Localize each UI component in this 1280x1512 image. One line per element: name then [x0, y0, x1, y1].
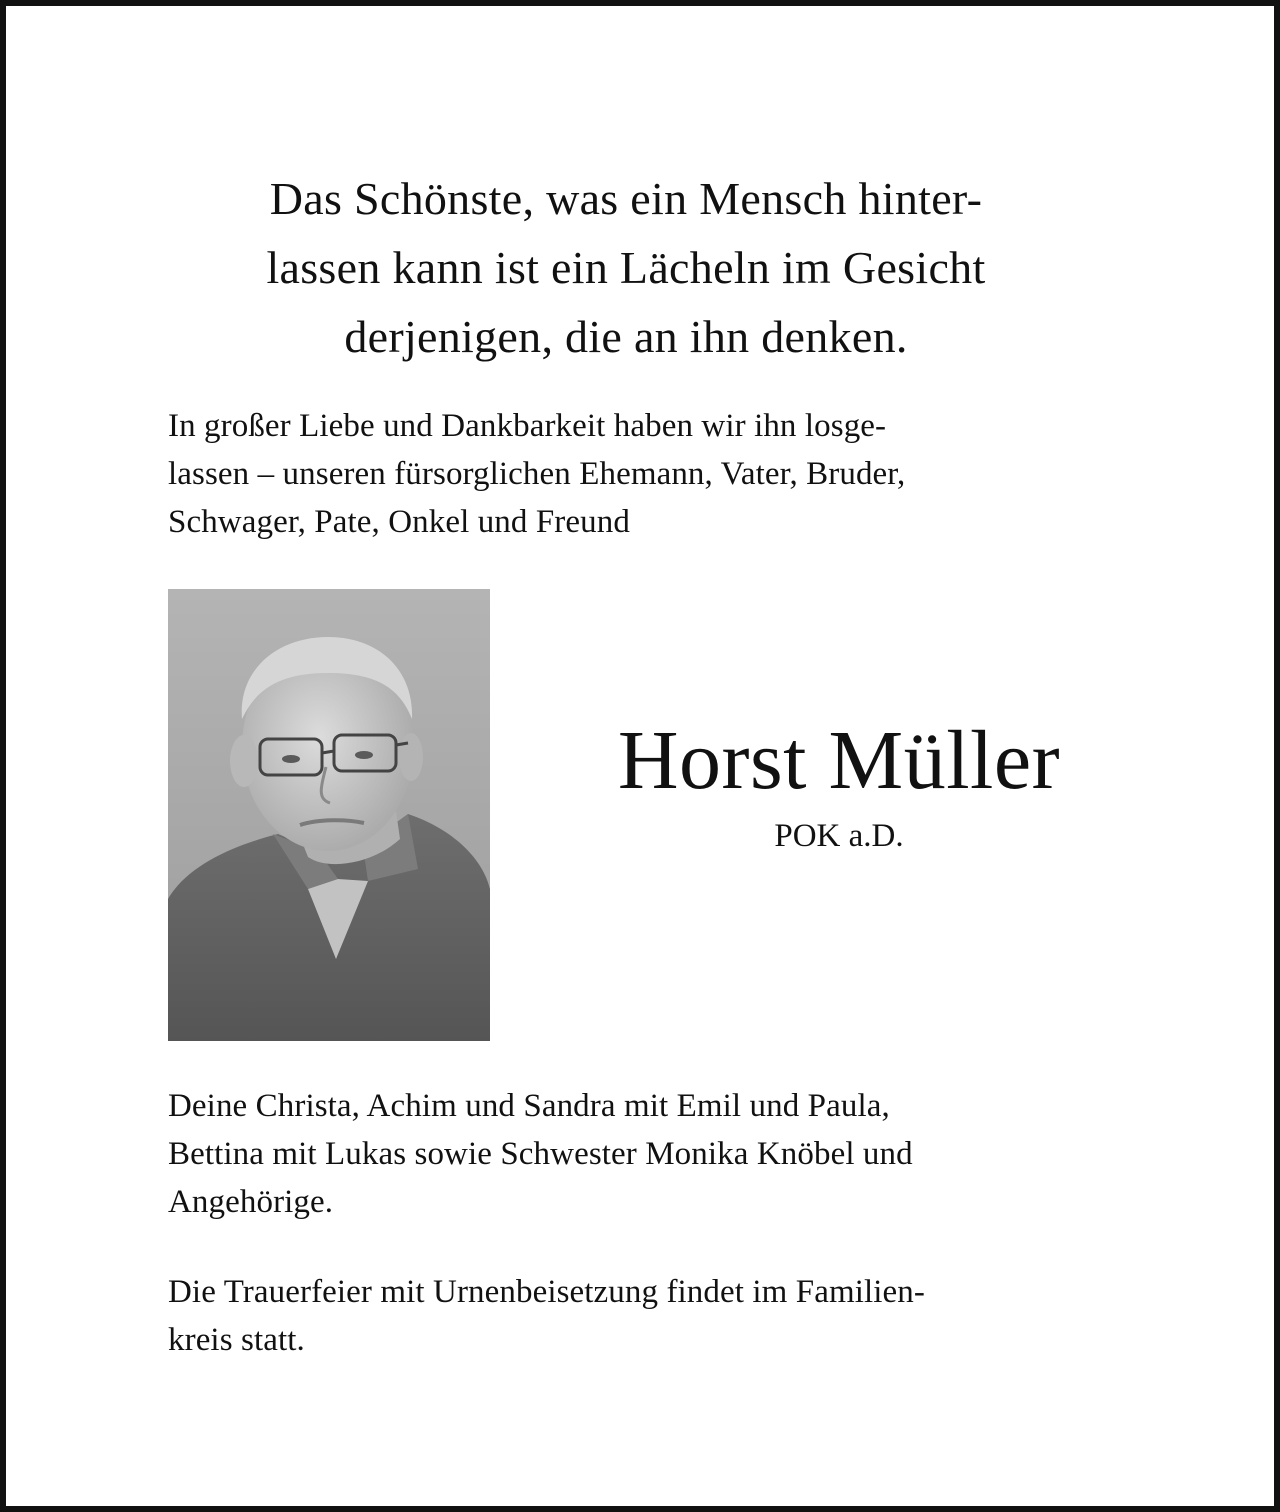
portrait-photo: [168, 589, 490, 1041]
quote-line-2: lassen kann ist ein Lächeln im Gesicht: [266, 242, 986, 293]
deceased-name: Horst Müller: [617, 714, 1061, 807]
quote-line-3: derjenigen, die an ihn denken.: [344, 311, 908, 362]
portrait-image: [168, 589, 490, 1041]
intro-line-1: In großer Liebe und Dankbarkeit haben wir ihn losge-: [168, 408, 887, 444]
quote-line-1: Das Schönste, was ein Mensch hinter-: [269, 173, 983, 224]
deceased-title: POK a.D.: [774, 818, 904, 854]
ceremony-line-2: kreis statt.: [168, 1322, 305, 1358]
family-line-2: Bettina mit Lukas sowie Schwester Monika Knöbel und: [168, 1136, 913, 1172]
family-line-3: Angehörige.: [168, 1184, 334, 1220]
quote-block: [126, 164, 1126, 371]
intro-paragraph: [168, 402, 1168, 546]
family-line-1: Deine Christa, Achim und Sandra mit Emil und Paula,: [168, 1088, 890, 1124]
intro-line-3: Schwager, Pate, Onkel und Freund: [168, 504, 630, 540]
family-paragraph: [168, 1082, 1168, 1226]
ceremony-paragraph: [168, 1268, 1168, 1364]
intro-line-2: lassen – unseren fürsorglichen Ehemann, Vater, Bruder,: [168, 456, 906, 492]
ceremony-line-1: Die Trauerfeier mit Urnenbeisetzung findet im Familien-: [168, 1274, 925, 1310]
